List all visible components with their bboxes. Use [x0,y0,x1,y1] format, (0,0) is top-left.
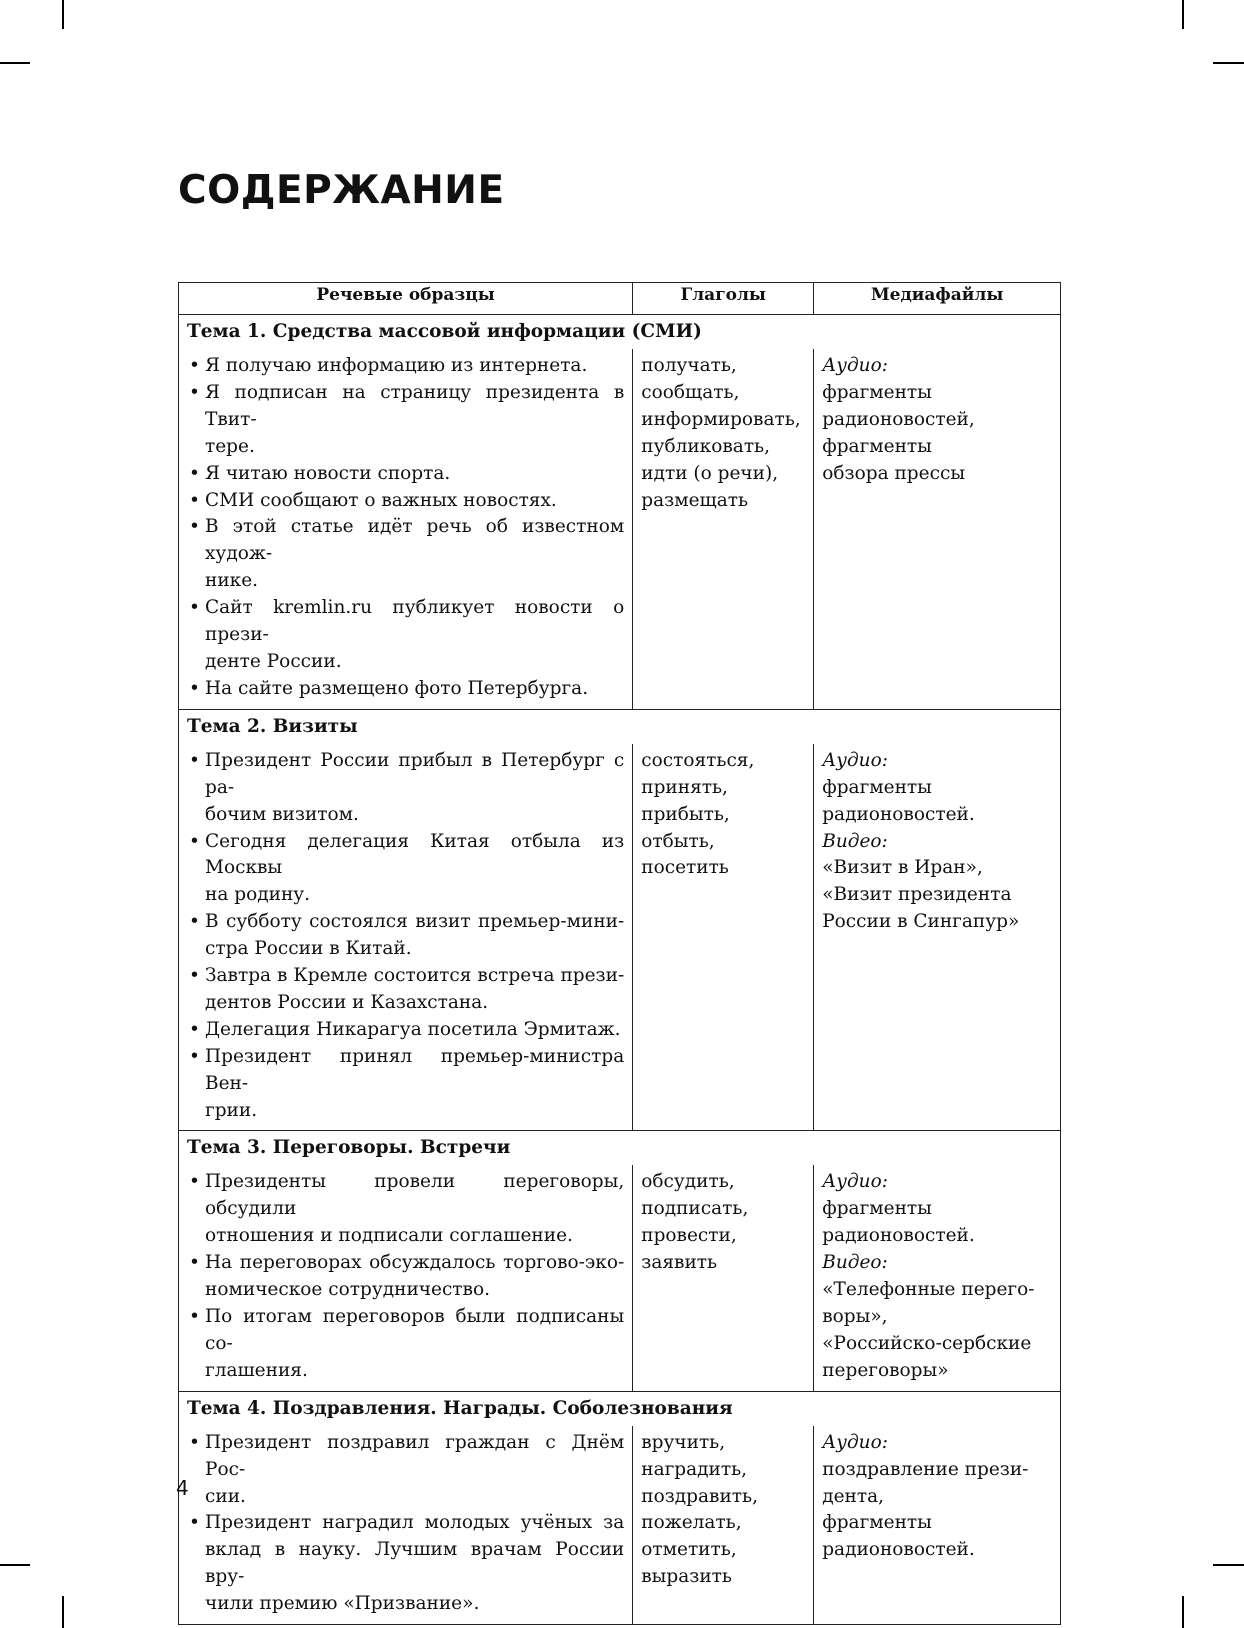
verb: провести, [641,1225,737,1247]
verb: вручить, [641,1431,726,1453]
media-type-label: Аудио: [822,355,888,376]
verb: наградить, [641,1458,748,1480]
list-item [187,1430,624,1511]
list-item [187,676,624,703]
media-type-label: Видео: [822,830,888,852]
list-item [187,461,624,488]
theme-title: Тема 1. Средства массовой информации (СМИ) [179,315,1061,350]
list-item-line: Завтра в Кремле состоится встреча прези- [205,965,625,987]
list-item [187,1044,624,1125]
verb: посетить [641,857,729,879]
list-item [187,1017,624,1044]
theme-content-row [179,1426,1061,1625]
list-item-line: В этой статье идёт речь об известном худож- [205,516,625,565]
list-item [187,909,624,963]
theme-title-row [179,709,1061,744]
column-header: Медиафайлы [814,283,1061,315]
crop-mark [1182,0,1184,29]
bullet-icon: • [189,381,200,403]
crop-mark [62,1596,64,1628]
media-item: фрагменты [822,776,932,798]
media-item: «Телефонные перего- [822,1279,1035,1301]
column-header: Глаголы [633,283,814,315]
verb: информировать, [641,408,801,430]
bullet-icon: • [189,489,200,511]
list-item-line: дентов России и Казахстана. [205,991,489,1013]
list-item [187,595,624,676]
verbs-cell [633,744,814,1131]
list-item-line: Президент принял премьер-министра Вен- [205,1045,625,1094]
list-item [187,1169,624,1250]
list-item [187,1510,624,1618]
verb: состояться, [641,749,755,771]
verb: принять, [641,776,728,798]
crop-mark [1213,62,1244,64]
list-item-line: бочим визитом. [205,803,359,825]
bullet-icon: • [189,1171,200,1193]
media-item: «Российско-сербские [822,1332,1032,1354]
crop-mark [0,62,30,64]
bullet-icon: • [189,749,200,771]
media-type-label: Видео: [822,1252,888,1274]
media-item: радионовостей. [822,1225,975,1247]
list-item [187,488,624,515]
media-item: «Визит президента [822,884,1012,906]
list-item-line: Президент наградил молодых учёных за [205,1512,625,1534]
theme-title: Тема 3. Переговоры. Встречи [179,1131,1061,1166]
list-item-line: Я получаю информацию из интернета. [205,355,588,376]
bullet-icon: • [189,1512,200,1534]
media-item: фрагменты [822,1198,932,1220]
crop-mark [1182,1596,1184,1628]
theme-title-row [179,1391,1061,1426]
list-item-line: тере. [205,435,255,457]
media-item: радионовостей. [822,1539,975,1561]
list-item [187,1304,624,1385]
media-item: дента, [822,1485,885,1507]
verb: отбыть, [641,830,715,852]
bullet-icon: • [189,355,200,376]
theme-content-row [179,349,1061,709]
list-item-line: Президент поздравил граждан с Днём Рос- [205,1431,625,1480]
page-title: СОДЕРЖАНИЕ [178,168,505,213]
list-item-line: чили премию «Призвание». [205,1593,480,1615]
verb: выразить [641,1566,732,1588]
list-item-line: грии. [205,1099,258,1121]
media-item: поздравление прези- [822,1458,1029,1480]
media-item: воры», [822,1306,888,1327]
verb: поздравить, [641,1485,758,1507]
media-item: России в Сингапур» [822,911,1020,933]
media-item: радионовостей. [822,803,975,825]
bullet-icon: • [189,911,200,933]
theme-title: Тема 4. Поздравления. Награды. Соболезнования [179,1391,1061,1426]
media-cell [814,349,1061,709]
verb: пожелать, [641,1512,742,1534]
list-item-line: Президенты провели переговоры, обсудили [205,1171,625,1220]
bullet-icon: • [189,1018,200,1040]
list-item-line: вклад в науку. Лучшим врачам России вру- [205,1539,625,1588]
list-item [187,748,624,829]
bullet-icon: • [189,1431,200,1453]
column-header: Речевые образцы [179,283,633,315]
verbs-cell [633,1165,814,1391]
media-cell [814,744,1061,1131]
list-item-line: На сайте размещено фото Петербурга. [205,677,589,699]
list-item-line: На переговорах обсуждалось торгово-эко- [205,1252,625,1274]
theme-content-row [179,744,1061,1131]
list-item-line: В субботу состоялся визит премьер-мини- [205,911,625,933]
bullet-icon: • [189,1306,200,1327]
list-item-line: глашения. [205,1359,308,1381]
verb: сообщать, [641,381,740,403]
speech-samples-cell [179,744,633,1131]
theme-title-row [179,1131,1061,1166]
list-item-line: Я подписан на страницу президента в Твит- [205,381,625,430]
list-item-line: нике. [205,570,259,592]
media-item: обзора прессы [822,462,966,484]
media-type-label: Аудио: [822,1431,888,1453]
verb: идти (о речи), [641,462,779,484]
verb: публиковать, [641,435,771,457]
verb: получать, [641,355,737,376]
page-number: 4 [176,1476,189,1500]
list-item [187,380,624,461]
media-item: радионовостей, [822,408,975,430]
list-item-line: отношения и подписали соглашение. [205,1225,573,1247]
list-item [187,829,624,910]
crop-mark [1213,1564,1244,1566]
list-item-line: стра России в Китай. [205,938,412,960]
list-item-line: СМИ сообщают о важных новостях. [205,489,557,511]
bullet-icon: • [189,965,200,987]
media-item: «Визит в Иран», [822,857,983,879]
media-item: переговоры» [822,1359,949,1381]
bullet-icon: • [189,1045,200,1067]
bullet-icon: • [189,597,200,619]
list-item-line: сии. [205,1485,246,1507]
media-item: фрагменты [822,435,932,457]
list-item-line: Сегодня делегация Китая отбыла из Москвы [205,830,625,879]
verb: отметить, [641,1539,737,1561]
list-item-line: номическое сотрудничество. [205,1279,490,1301]
bullet-icon: • [189,516,200,538]
media-type-label: Аудио: [822,749,888,771]
contents-table [178,282,1061,1625]
media-cell [814,1165,1061,1391]
list-item-line: на родину. [205,884,311,906]
list-item [187,353,624,380]
theme-content-row [179,1165,1061,1391]
verb: прибыть, [641,803,730,825]
verb: заявить [641,1252,718,1274]
bullet-icon: • [189,462,200,484]
theme-title-row [179,315,1061,350]
media-type-label: Аудио: [822,1171,888,1193]
speech-samples-cell [179,1426,633,1625]
list-item-line: Президент России прибыл в Петербург с ра- [205,749,625,798]
list-item-line: Делегация Никарагуа посетила Эрмитаж. [205,1018,621,1040]
verb: обсудить, [641,1171,735,1193]
speech-samples-cell [179,1165,633,1391]
verb: размещать [641,489,749,511]
list-item-line: Я читаю новости спорта. [205,462,451,484]
media-item: фрагменты [822,1512,932,1534]
verbs-cell [633,349,814,709]
list-item [187,963,624,1017]
crop-mark [0,1564,30,1566]
list-item [187,514,624,595]
media-cell [814,1426,1061,1625]
media-item: фрагменты [822,381,932,403]
bullet-icon: • [189,1252,200,1274]
speech-samples-cell [179,349,633,709]
verbs-cell [633,1426,814,1625]
bullet-icon: • [189,677,200,699]
theme-title: Тема 2. Визиты [179,709,1061,744]
list-item-line: Сайт kremlin.ru публикует новости о прези- [205,597,625,646]
list-item [187,1250,624,1304]
bullet-icon: • [189,830,200,852]
verb: подписать, [641,1198,749,1220]
list-item-line: По итогам переговоров были подписаны со- [205,1306,625,1354]
crop-mark [62,0,64,29]
list-item-line: денте России. [205,650,342,672]
table-header-row [179,283,1061,315]
